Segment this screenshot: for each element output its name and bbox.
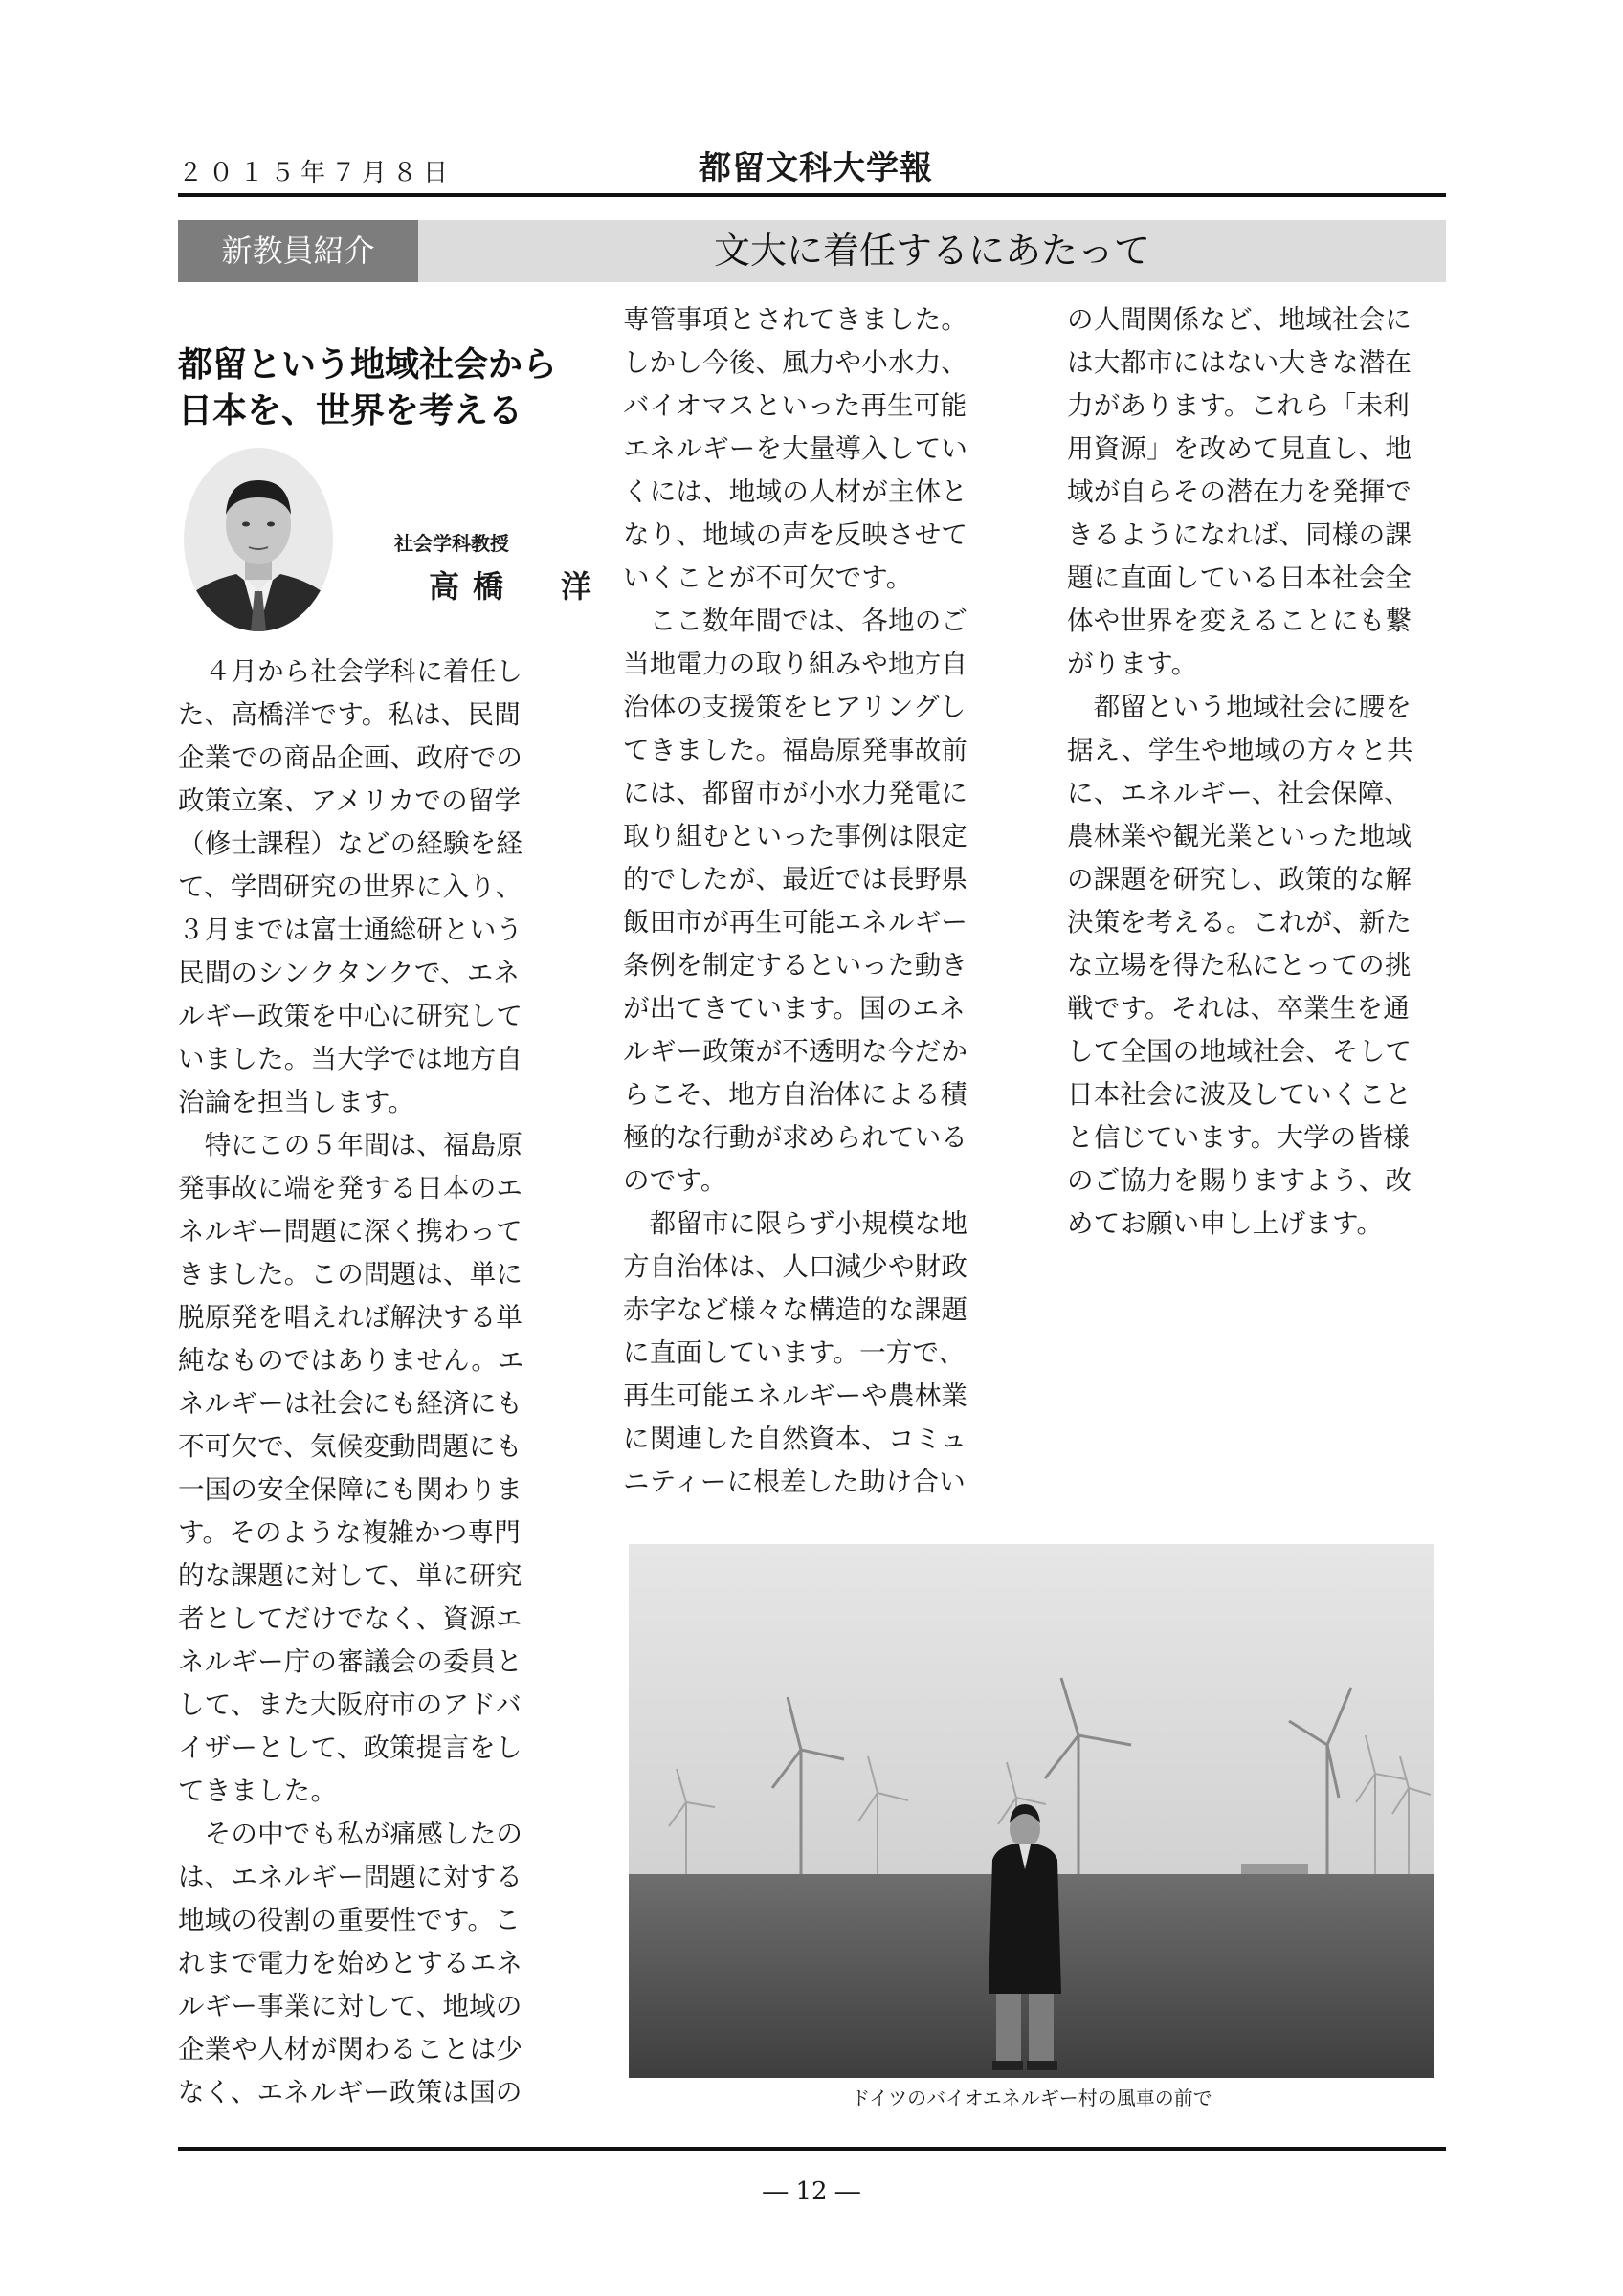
article-text-line: エネルギーを大量導入してい bbox=[623, 433, 968, 464]
article-text-line: に関連した自然資本、コミュ bbox=[623, 1424, 967, 1454]
author-portrait bbox=[184, 448, 333, 631]
article-text-line: ネルギーは社会にも経済にも bbox=[178, 1388, 523, 1419]
article-text-line: ここ数年間では、各地のご bbox=[623, 606, 968, 636]
article-text-line: てきました。 bbox=[178, 1776, 338, 1806]
article-text-line: てきました。福島原発事故前 bbox=[623, 735, 968, 765]
article-text-line: ルギー事業に対して、地域の bbox=[178, 1991, 522, 2021]
article-headline bbox=[178, 342, 580, 434]
article-text-line: らこそ、地方自治体による積 bbox=[623, 1079, 967, 1110]
article-text-line: ルギー政策を中心に研究して bbox=[178, 1001, 523, 1031]
article-text-line: は、エネルギー問題に対する bbox=[178, 1862, 523, 1892]
headline-line: 日本を、世界を考える bbox=[178, 391, 523, 430]
article-text-line: が出てきています。国のエネ bbox=[623, 993, 966, 1024]
article-text-line: た、高橋洋です。私は、民間 bbox=[178, 699, 521, 730]
article-text-line: ネルギー問題に深く携わって bbox=[178, 1216, 522, 1247]
article-text-line: 題に直面している日本社会全 bbox=[1067, 563, 1412, 593]
article-text-line: 農林業や観光業といった地域 bbox=[1067, 821, 1412, 851]
article-text-line: きました。この問題は、単に bbox=[178, 1259, 523, 1290]
article-text-line: 日本社会に波及していくこと bbox=[1067, 1079, 1412, 1110]
article-text-line: くには、地域の人材が主体と bbox=[623, 476, 968, 507]
article-text-line: 再生可能エネルギーや農林業 bbox=[623, 1380, 968, 1411]
article-text-line: めてお願い申し上げます。 bbox=[1067, 1208, 1384, 1239]
article-text-line: その中でも私が痛感したの bbox=[178, 1819, 523, 1849]
article-text-line: いました。当大学では地方自 bbox=[178, 1044, 523, 1074]
article-text-line: 赤字など様々な構造的な課題 bbox=[623, 1294, 968, 1325]
header-rule bbox=[178, 193, 1446, 197]
article-text-line: 極的な行動が求められている bbox=[623, 1122, 968, 1153]
article-text-line: の人間関係など、地域社会に bbox=[1067, 304, 1412, 335]
article-text-line: なり、地域の声を反映させて bbox=[623, 519, 968, 550]
article-text-line: 専管事項とされてきました。 bbox=[623, 304, 968, 335]
section-title: 文大に着任するにあたって bbox=[713, 230, 1150, 272]
article-text-line: 当地電力の取り組みや地方自 bbox=[623, 649, 968, 679]
wind-turbine-photo bbox=[629, 1544, 1434, 2078]
article-text-line: に、エネルギー、社会保障、 bbox=[1067, 778, 1411, 808]
article-text-line: いくことが不可欠です。 bbox=[623, 563, 913, 593]
issue-date: ２０１５年７月８日 bbox=[178, 159, 455, 188]
article-text-line: 特にこの５年間は、福島原 bbox=[178, 1130, 523, 1160]
article-text-line: 治論を担当します。 bbox=[178, 1087, 415, 1117]
article-text-line: 政策立案、アメリカでの留学 bbox=[178, 785, 522, 816]
article-text-line: に直面しています。一方で、 bbox=[623, 1337, 966, 1368]
article-text-line: して、また大阪府市のアドバ bbox=[178, 1689, 522, 1720]
article-text-line: しかし今後、風力や小水力、 bbox=[623, 347, 968, 378]
article-text-line: して全国の地域社会、そして bbox=[1067, 1036, 1412, 1067]
article-column-2 bbox=[623, 298, 1002, 1504]
article-text-line: 飯田市が再生可能エネルギー bbox=[623, 907, 968, 938]
publication-title: 都留文科大学報 bbox=[699, 149, 933, 188]
article-text-line: バイオマスといった再生可能 bbox=[623, 390, 967, 421]
section-tag: 新教員紹介 bbox=[178, 220, 418, 282]
article-text-line: ４月から社会学科に着任し bbox=[178, 656, 523, 687]
article-text-line: 地域の役割の重要性です。こ bbox=[178, 1905, 521, 1935]
headline-line: 都留という地域社会から bbox=[178, 345, 558, 385]
article-text-line: ルギー政策が不透明な今だか bbox=[623, 1036, 968, 1067]
photo-caption: ドイツのバイオエネルギー村の風車の前で bbox=[851, 2086, 1212, 2109]
article-text-line: （修士課程）などの経験を経 bbox=[178, 828, 523, 859]
article-text-line: には、都留市が小水力発電に bbox=[623, 778, 968, 808]
article-text-line: のご協力を賜りますよう、改 bbox=[1067, 1165, 1412, 1196]
article-text-line: 用資源」を改めて見直し、地 bbox=[1067, 433, 1412, 464]
article-text-line: 体や世界を変えることにも繋 bbox=[1067, 606, 1412, 636]
article-text-line: 純なものではありません。エ bbox=[178, 1345, 524, 1376]
page-number: ― 12 ― bbox=[763, 2177, 860, 2206]
article-text-line: 域が自らその潜在力を発揮で bbox=[1067, 476, 1412, 507]
article-text-line: 不可欠で、気候変動問題にも bbox=[178, 1431, 522, 1462]
article-text-line: す。そのような複雑かつ専門 bbox=[178, 1517, 521, 1548]
footer-rule bbox=[178, 2147, 1446, 2151]
article-text-line: 脱原発を唱えれば解決する単 bbox=[178, 1302, 523, 1333]
article-column-1 bbox=[178, 651, 557, 2114]
article-text-line: 力があります。これら「未利 bbox=[1067, 390, 1410, 421]
article-text-line: 戦です。それは、卒業生を通 bbox=[1067, 993, 1410, 1024]
author-name: 高橋 洋 bbox=[429, 568, 606, 605]
author-role: 社会学科教授 bbox=[394, 532, 509, 555]
article-text-line: ３月までは富士通総研という bbox=[178, 915, 523, 945]
article-text-line: 的でしたが、最近では長野県 bbox=[623, 864, 968, 894]
article-text-line: 企業や人材が関わることは少 bbox=[178, 2034, 523, 2064]
article-text-line: がります。 bbox=[1067, 649, 1198, 679]
article-text-line: 一国の安全保障にも関わりま bbox=[178, 1474, 523, 1505]
article-text-line: 企業での商品企画、政府での bbox=[178, 742, 523, 773]
section-banner bbox=[178, 220, 1446, 282]
article-text-line: て、学問研究の世界に入り、 bbox=[178, 872, 522, 902]
article-text-line: のです。 bbox=[623, 1165, 727, 1196]
article-text-line: は大都市にはない大きな潜在 bbox=[1067, 347, 1412, 378]
article-text-line: 方自治体は、人口減少や財政 bbox=[623, 1251, 968, 1282]
article-text-line: 治体の支援策をヒアリングし bbox=[623, 692, 967, 722]
article-text-line: きるようになれば、同様の課 bbox=[1067, 519, 1412, 550]
article-text-line: なく、エネルギー政策は国の bbox=[178, 2077, 522, 2108]
article-text-line: 都留市に限らず小規模な地 bbox=[623, 1208, 968, 1239]
article-text-line: 据え、学生や地域の方々と共 bbox=[1067, 735, 1413, 765]
article-text-line: な立場を得た私にとっての挑 bbox=[1067, 950, 1412, 981]
article-text-line: 決策を考える。これが、新た bbox=[1067, 907, 1412, 938]
article-text-line: と信じています。大学の皆様 bbox=[1067, 1122, 1410, 1153]
article-text-line: イザーとして、政策提言をし bbox=[178, 1733, 522, 1763]
article-text-line: ニティーに根差した助け合い bbox=[623, 1467, 966, 1497]
article-text-line: 都留という地域社会に腰を bbox=[1067, 692, 1412, 722]
article-text-line: 取り組むといった事例は限定 bbox=[623, 821, 968, 851]
article-text-line: ネルギー庁の審議会の委員と bbox=[178, 1646, 523, 1677]
article-text-line: 民間のシンクタンクで、エネ bbox=[178, 958, 521, 988]
article-text-line: の課題を研究し、政策的な解 bbox=[1067, 864, 1412, 894]
article-text-line: 者としてだけでなく、資源エ bbox=[178, 1603, 522, 1634]
article-column-3 bbox=[1067, 298, 1446, 1246]
article-text-line: 条例を制定するといった動き bbox=[623, 950, 968, 981]
article-text-line: 的な課題に対して、単に研究 bbox=[178, 1560, 522, 1591]
article-text-line: 発事故に端を発する日本のエ bbox=[178, 1173, 523, 1203]
article-text-line: れまで電力を始めとするエネ bbox=[178, 1948, 523, 1978]
